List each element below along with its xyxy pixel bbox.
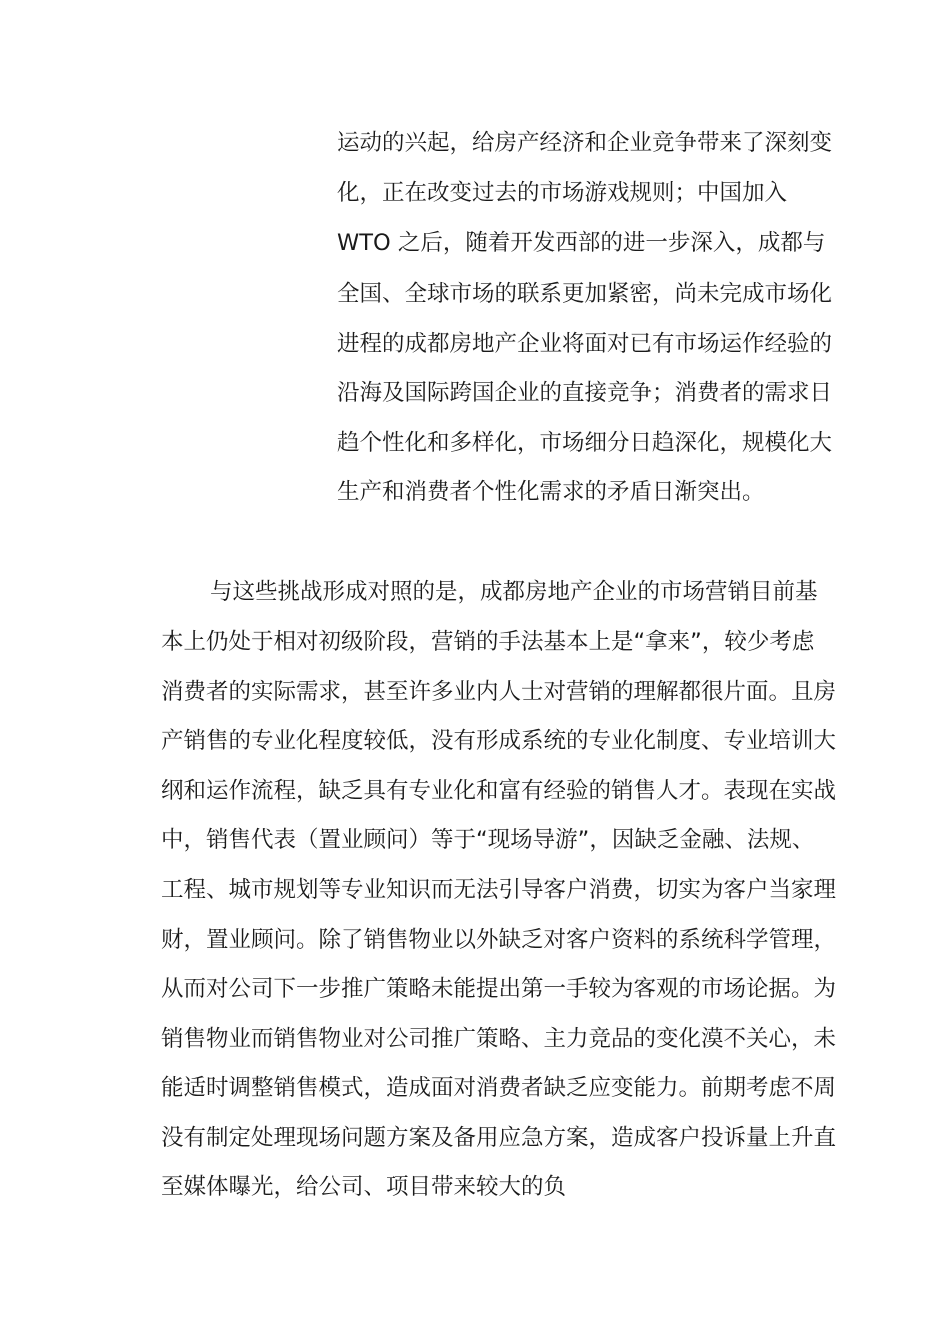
- paragraph-line: 没有制定处理现场问题方案及备用应急方案，造成客户投诉量上升直: [161, 1125, 837, 1151]
- paragraph-line: 沿海及国际跨国企业的直接竞争；消费者的需求日: [337, 380, 833, 406]
- paragraph-line: 与这些挑战形成对照的是，成都房地产企业的市场营销目前基: [210, 579, 818, 605]
- paragraph-line: 趋个性化和多样化，市场细分日趋深化，规模化大: [337, 430, 833, 456]
- paragraph-line: 至媒体曝光，给公司、项目带来较大的负: [161, 1174, 567, 1200]
- paragraph-line: WTO 之后，随着开发西部的进一步深入，成都与: [337, 230, 826, 256]
- paragraph-line: 本上仍处于相对初级阶段，营销的手法基本上是“拿来”，较少考虑: [161, 629, 815, 655]
- paragraph-line: 化，正在改变过去的市场游戏规则；中国加入: [337, 180, 788, 206]
- paragraph-line: 全国、全球市场的联系更加紧密，尚未完成市场化: [337, 281, 833, 307]
- paragraph-line: 财，置业顾问。除了销售物业以外缺乏对客户资料的系统科学管理，: [161, 927, 837, 953]
- paragraph-line: 中，销售代表（置业顾问）等于“现场导游”，因缺乏金融、法规、: [161, 827, 815, 853]
- paragraph-line: 进程的成都房地产企业将面对已有市场运作经验的: [337, 331, 833, 357]
- paragraph-line: 产销售的专业化程度较低，没有形成系统的专业化制度、专业培训大: [161, 728, 837, 754]
- paragraph-line: 从而对公司下一步推广策略未能提出第一手较为客观的市场论据。为: [161, 976, 837, 1002]
- paragraph-line: 能适时调整销售模式，造成面对消费者缺乏应变能力。前期考虑不周: [161, 1075, 837, 1101]
- paragraph-line: 工程、城市规划等专业知识而无法引导客户消费，切实为客户当家理: [161, 877, 837, 903]
- paragraph-line: 运动的兴起，给房产经济和企业竞争带来了深刻变: [337, 130, 833, 156]
- paragraph-line: 销售物业而销售物业对公司推广策略、主力竞品的变化漠不关心，未: [161, 1026, 837, 1052]
- paragraph-line: 消费者的实际需求，甚至许多业内人士对营销的理解都很片面。且房: [161, 679, 837, 705]
- paragraph-line: 纲和运作流程，缺乏具有专业化和富有经验的销售人才。表现在实战: [161, 778, 837, 804]
- paragraph-line: 生产和消费者个性化需求的矛盾日渐突出。: [337, 479, 765, 505]
